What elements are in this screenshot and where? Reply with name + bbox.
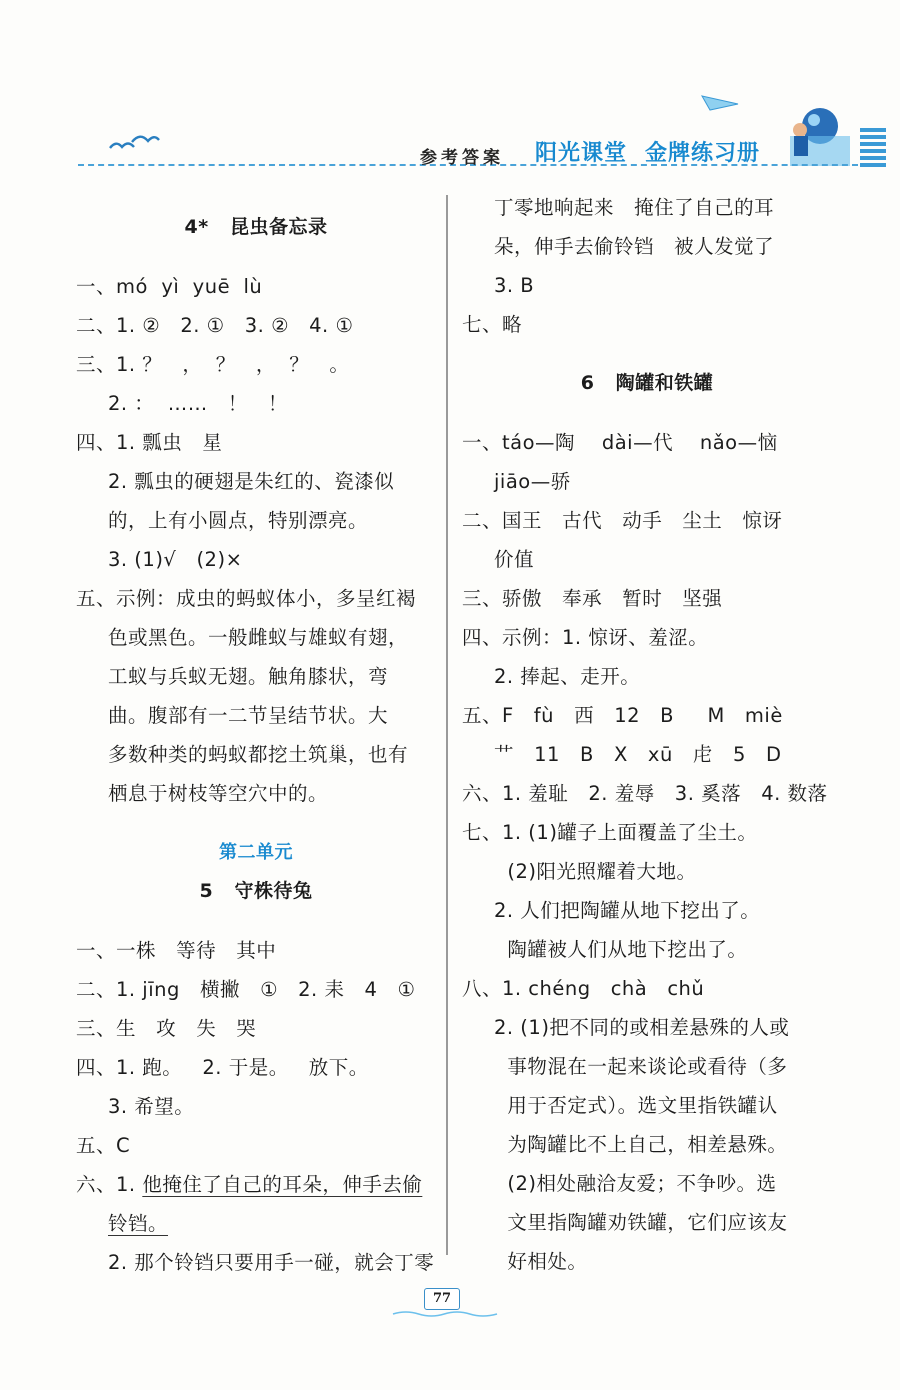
lesson-title: 5 守株待兔 [199, 880, 313, 902]
answer-line: 四、1. 跑。 2. 于是。 放下。 [76, 1056, 369, 1079]
header-stripes [860, 128, 886, 170]
answer-line: 八、1. chéng chà chǔ [462, 977, 705, 1000]
answer-line: 工蚁与兵蚁无翅。触角膝状，弯 [108, 665, 389, 688]
answer-line: 事物混在一起来谈论或看待（多 [494, 1055, 788, 1078]
answer-line: 丁零地响起来 掩住了自己的耳 [494, 196, 775, 219]
spacer [76, 247, 436, 267]
answer-line: 栖息于树枝等空穴中的。 [108, 782, 329, 805]
answer-line: 一、一株 等待 其中 [76, 939, 277, 962]
answer-line: 2. 那个铃铛只要用手一碰，就会丁零 [108, 1251, 435, 1274]
brand-part1: 阳光课堂 [535, 140, 628, 166]
underlined-answer: 铃铛。 [108, 1212, 169, 1235]
answer-line [76, 1204, 436, 1243]
underlined-answer: 他掩住了自己的耳朵，伸手去偷 [142, 1173, 423, 1196]
page-footer [380, 1282, 510, 1322]
answer-line: 四、1. 瓢虫 星 [76, 431, 223, 454]
answer-line: jiāo—骄 [494, 470, 571, 493]
wave-decoration-icon [380, 1310, 510, 1318]
answer-line: 色或黑色。一般雌蚁与雄蚁有翅， [108, 626, 409, 649]
answer-line: 价值 [494, 548, 535, 571]
answer-line: 3. B [494, 274, 535, 297]
answer-line: (2)相处融洽友爱；不争吵。选 [494, 1172, 777, 1195]
answer-line: 2. (1)把不同的或相差悬殊的人或 [494, 1016, 790, 1039]
answer-line: 七、略 [462, 313, 523, 336]
answer-line: 五、C [76, 1134, 131, 1157]
answer-line: 二、1. ② 2. ① 3. ② 4. ① [76, 314, 354, 337]
answer-line [76, 1165, 436, 1204]
spacer [76, 813, 436, 833]
answer-line: 二、国王 古代 动手 尘土 惊讶 [462, 509, 783, 532]
spacer [76, 911, 436, 931]
answer-line: 3. 希望。 [108, 1095, 195, 1118]
answer-line: 为陶罐比不上自己，相差悬殊。 [494, 1133, 788, 1156]
answer-column-right [462, 188, 832, 1281]
answer-line: 文里指陶罐劝铁罐，它们应该友 [494, 1211, 788, 1234]
answer-line: 六、1. 羞耻 2. 羞辱 3. 奚落 4. 数落 [462, 782, 828, 805]
answer-line: 好相处。 [494, 1250, 588, 1273]
answer-prefix: 六、1. [76, 1173, 143, 1196]
answer-line: 四、示例：1. 惊讶、羞涩。 [462, 626, 709, 649]
spacer [76, 188, 436, 208]
answer-line: 的，上有小圆点，特别漂亮。 [108, 509, 369, 532]
answer-line: 用于否定式）。选文里指铁罐认 [494, 1094, 778, 1117]
reader-globe-icon [770, 100, 860, 170]
answer-line: 三、骄傲 奉承 暂时 坚强 [462, 587, 723, 610]
answer-line: 三、1. ？ ， ？ ， ？ 。 [76, 353, 350, 376]
answer-column-left [76, 188, 436, 1282]
answer-line: 三、生 攻 失 哭 [76, 1017, 257, 1040]
answer-line: 陶罐被人们从地下挖出了。 [494, 938, 748, 961]
header-label: 参考答案 [420, 148, 504, 168]
spacer [462, 344, 832, 364]
answer-line: 2. 人们把陶罐从地下挖出了。 [494, 899, 761, 922]
paper-plane-icon [700, 92, 740, 112]
answer-line: 二、1. jīng 横撇 ① 2. 耒 4 ① [76, 978, 416, 1001]
answer-line: 一、táo—陶 dài—代 nǎo—恼 [462, 431, 778, 454]
answer-line: (2)阳光照耀着大地。 [494, 860, 697, 883]
lesson-title: 6 陶罐和铁罐 [580, 372, 714, 394]
answer-line: 七、1. (1)罐子上面覆盖了尘土。 [462, 821, 758, 844]
answer-line: 一、mó yì yuē lù [76, 275, 263, 298]
answer-line: 2. ： …… ！ ！ [108, 392, 288, 415]
answer-line: 多数种类的蚂蚁都挖土筑巢，也有 [108, 743, 409, 766]
spacer [462, 403, 832, 423]
page-number: 77 [424, 1288, 460, 1310]
answer-line: 2. 捧起、走开。 [494, 665, 641, 688]
answer-line: 3. (1)√ (2)× [108, 548, 243, 571]
answer-line: 曲。腹部有一二节呈结节状。大 [108, 704, 389, 727]
answer-line: 五、F fù 西 12 B M miè [462, 704, 783, 727]
answer-line: 五、示例：成虫的蚂蚁体小，多呈红褐 [76, 587, 417, 610]
lesson-title: 4* 昆虫备忘录 [184, 216, 328, 238]
brand-part2: 金牌练习册 [645, 140, 761, 166]
seagull-icon [108, 132, 160, 158]
answer-line: 2. 瓢虫的硬翅是朱红的、瓷漆似 [108, 470, 395, 493]
answer-line: 艹 11 B X xū 虍 5 D [494, 743, 782, 766]
brand-title [535, 136, 778, 167]
answer-line: 朵，伸手去偷铃铛 被人发觉了 [494, 235, 775, 258]
page-header [0, 0, 900, 190]
column-divider [446, 195, 448, 1255]
unit-title: 第二单元 [219, 842, 293, 863]
